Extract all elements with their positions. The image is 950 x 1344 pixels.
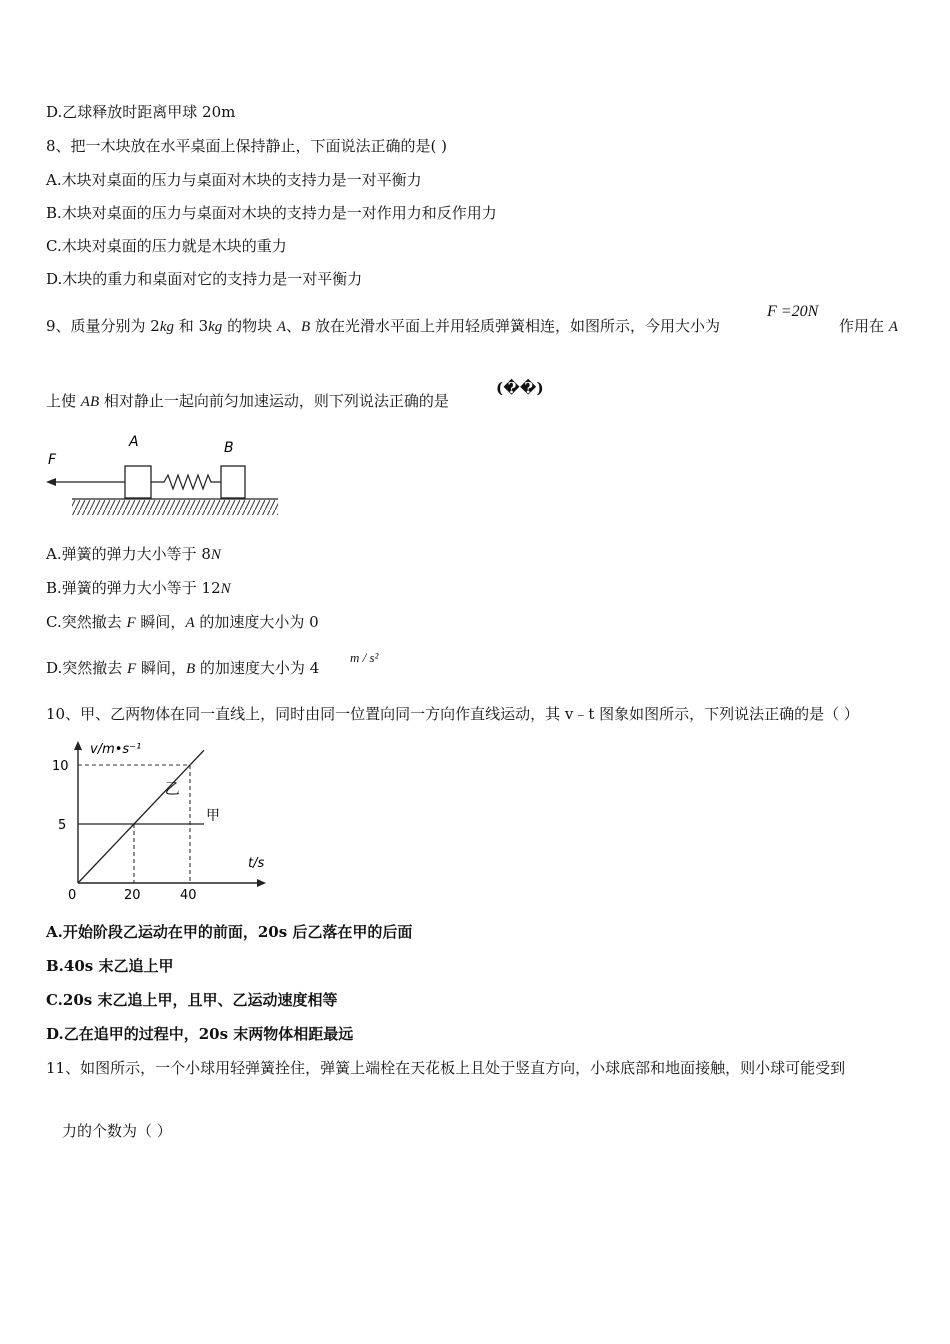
- y-axis-label: v/m•s⁻¹: [90, 742, 142, 757]
- x-tick-label: 20: [124, 888, 141, 903]
- q10-option-c: C.20s 末乙追上甲，且甲、乙运动速度相等: [46, 991, 338, 1009]
- q9-answer-paren: (��): [496, 379, 544, 397]
- ground-hatch: [72, 500, 278, 515]
- unit-kg: kg: [208, 319, 223, 335]
- q9-spring-blocks-figure: [40, 430, 290, 522]
- block-b: [221, 466, 245, 498]
- q11-stem-line1: 11、如图所示，一个小球用轻弹簧拴住，弹簧上端栓在天花板上且处于竖直方向，小球底部和地面接触，则小球可能受到: [46, 1059, 846, 1077]
- q10-stem: 10、甲、乙两物体在同一直线上，同时由同一位置向同一方向作直线运动，其 v﹣t 图象如图所示，下列说法正确的是（ ）: [46, 705, 859, 723]
- q10-vt-chart: [40, 733, 280, 903]
- q9-stem-line1-end: 作用在 A: [839, 317, 898, 335]
- var-b: B: [301, 319, 311, 335]
- y-axis-arrow: [74, 741, 82, 750]
- unit-kg: kg: [159, 319, 175, 335]
- block-b-label: B: [224, 440, 234, 456]
- q7-option-d: D.乙球释放时距离甲球 20m: [46, 103, 236, 121]
- q8-option-b: B.木块对桌面的压力与桌面对木块的支持力是一对作用力和反作用力: [46, 204, 497, 222]
- q9-option-d-unit: m / s²: [350, 650, 379, 665]
- force-arrow: [46, 478, 125, 486]
- q9-option-d: D.突然撤去 F 瞬间，B 的加速度大小为 4: [46, 659, 320, 677]
- var-ab: AB: [80, 394, 100, 410]
- q10-option-b: B.40s 末乙追上甲: [46, 957, 174, 975]
- var-a: A: [276, 319, 287, 335]
- q9-stem-line2: 上使 AB 相对静止一起向前匀加速运动，则下列说法正确的是: [46, 392, 449, 410]
- q8-option-a: A.木块对桌面的压力与桌面对木块的支持力是一对平衡力: [46, 171, 422, 189]
- y-tick-label: 10: [52, 759, 69, 774]
- q9-option-c: C.突然撤去 F 瞬间，A 的加速度大小为 0: [46, 613, 319, 631]
- series-label-jia: 甲: [206, 808, 220, 824]
- var-a: A: [888, 319, 898, 335]
- q8-stem: 8、把一木块放在水平桌面上保持静止，下面说法正确的是( ): [46, 137, 448, 155]
- force-label: F: [48, 452, 57, 468]
- q8-option-d: D.木块的重力和桌面对它的支持力是一对平衡力: [46, 270, 363, 288]
- q9-option-a: A.弹簧的弹力大小等于 8N: [46, 545, 221, 563]
- series-line-2: [78, 750, 204, 883]
- q10-option-a: A.开始阶段乙运动在甲的前面，20s 后乙落在甲的后面: [46, 923, 413, 941]
- block-a: [125, 466, 151, 498]
- y-tick-label: 5: [58, 818, 67, 833]
- x-axis-arrow: [257, 879, 266, 887]
- q9-stem-line1: 9、质量分别为 2kg 和 3kg 的物块 A、B 放在光滑水平面上并用轻质弹簧相连，如图所示，今用大小为: [46, 317, 720, 335]
- q9-option-b: B.弹簧的弹力大小等于 12N: [46, 579, 231, 597]
- q10-option-d: D.乙在追甲的过程中，20s 末两物体相距最远: [46, 1025, 354, 1043]
- series-label-yi: 乙: [164, 779, 180, 798]
- block-a-label: A: [129, 434, 139, 450]
- x-axis-label: t/s: [248, 856, 265, 871]
- q11-stem-line2: 力的个数为（ ）: [62, 1122, 172, 1140]
- spring: [151, 475, 221, 489]
- x-tick-label: 40: [180, 888, 197, 903]
- x-tick-label: 0: [68, 888, 77, 903]
- q9-force-expr: F =20N: [767, 303, 819, 320]
- q8-option-c: C.木块对桌面的压力就是木块的重力: [46, 237, 287, 255]
